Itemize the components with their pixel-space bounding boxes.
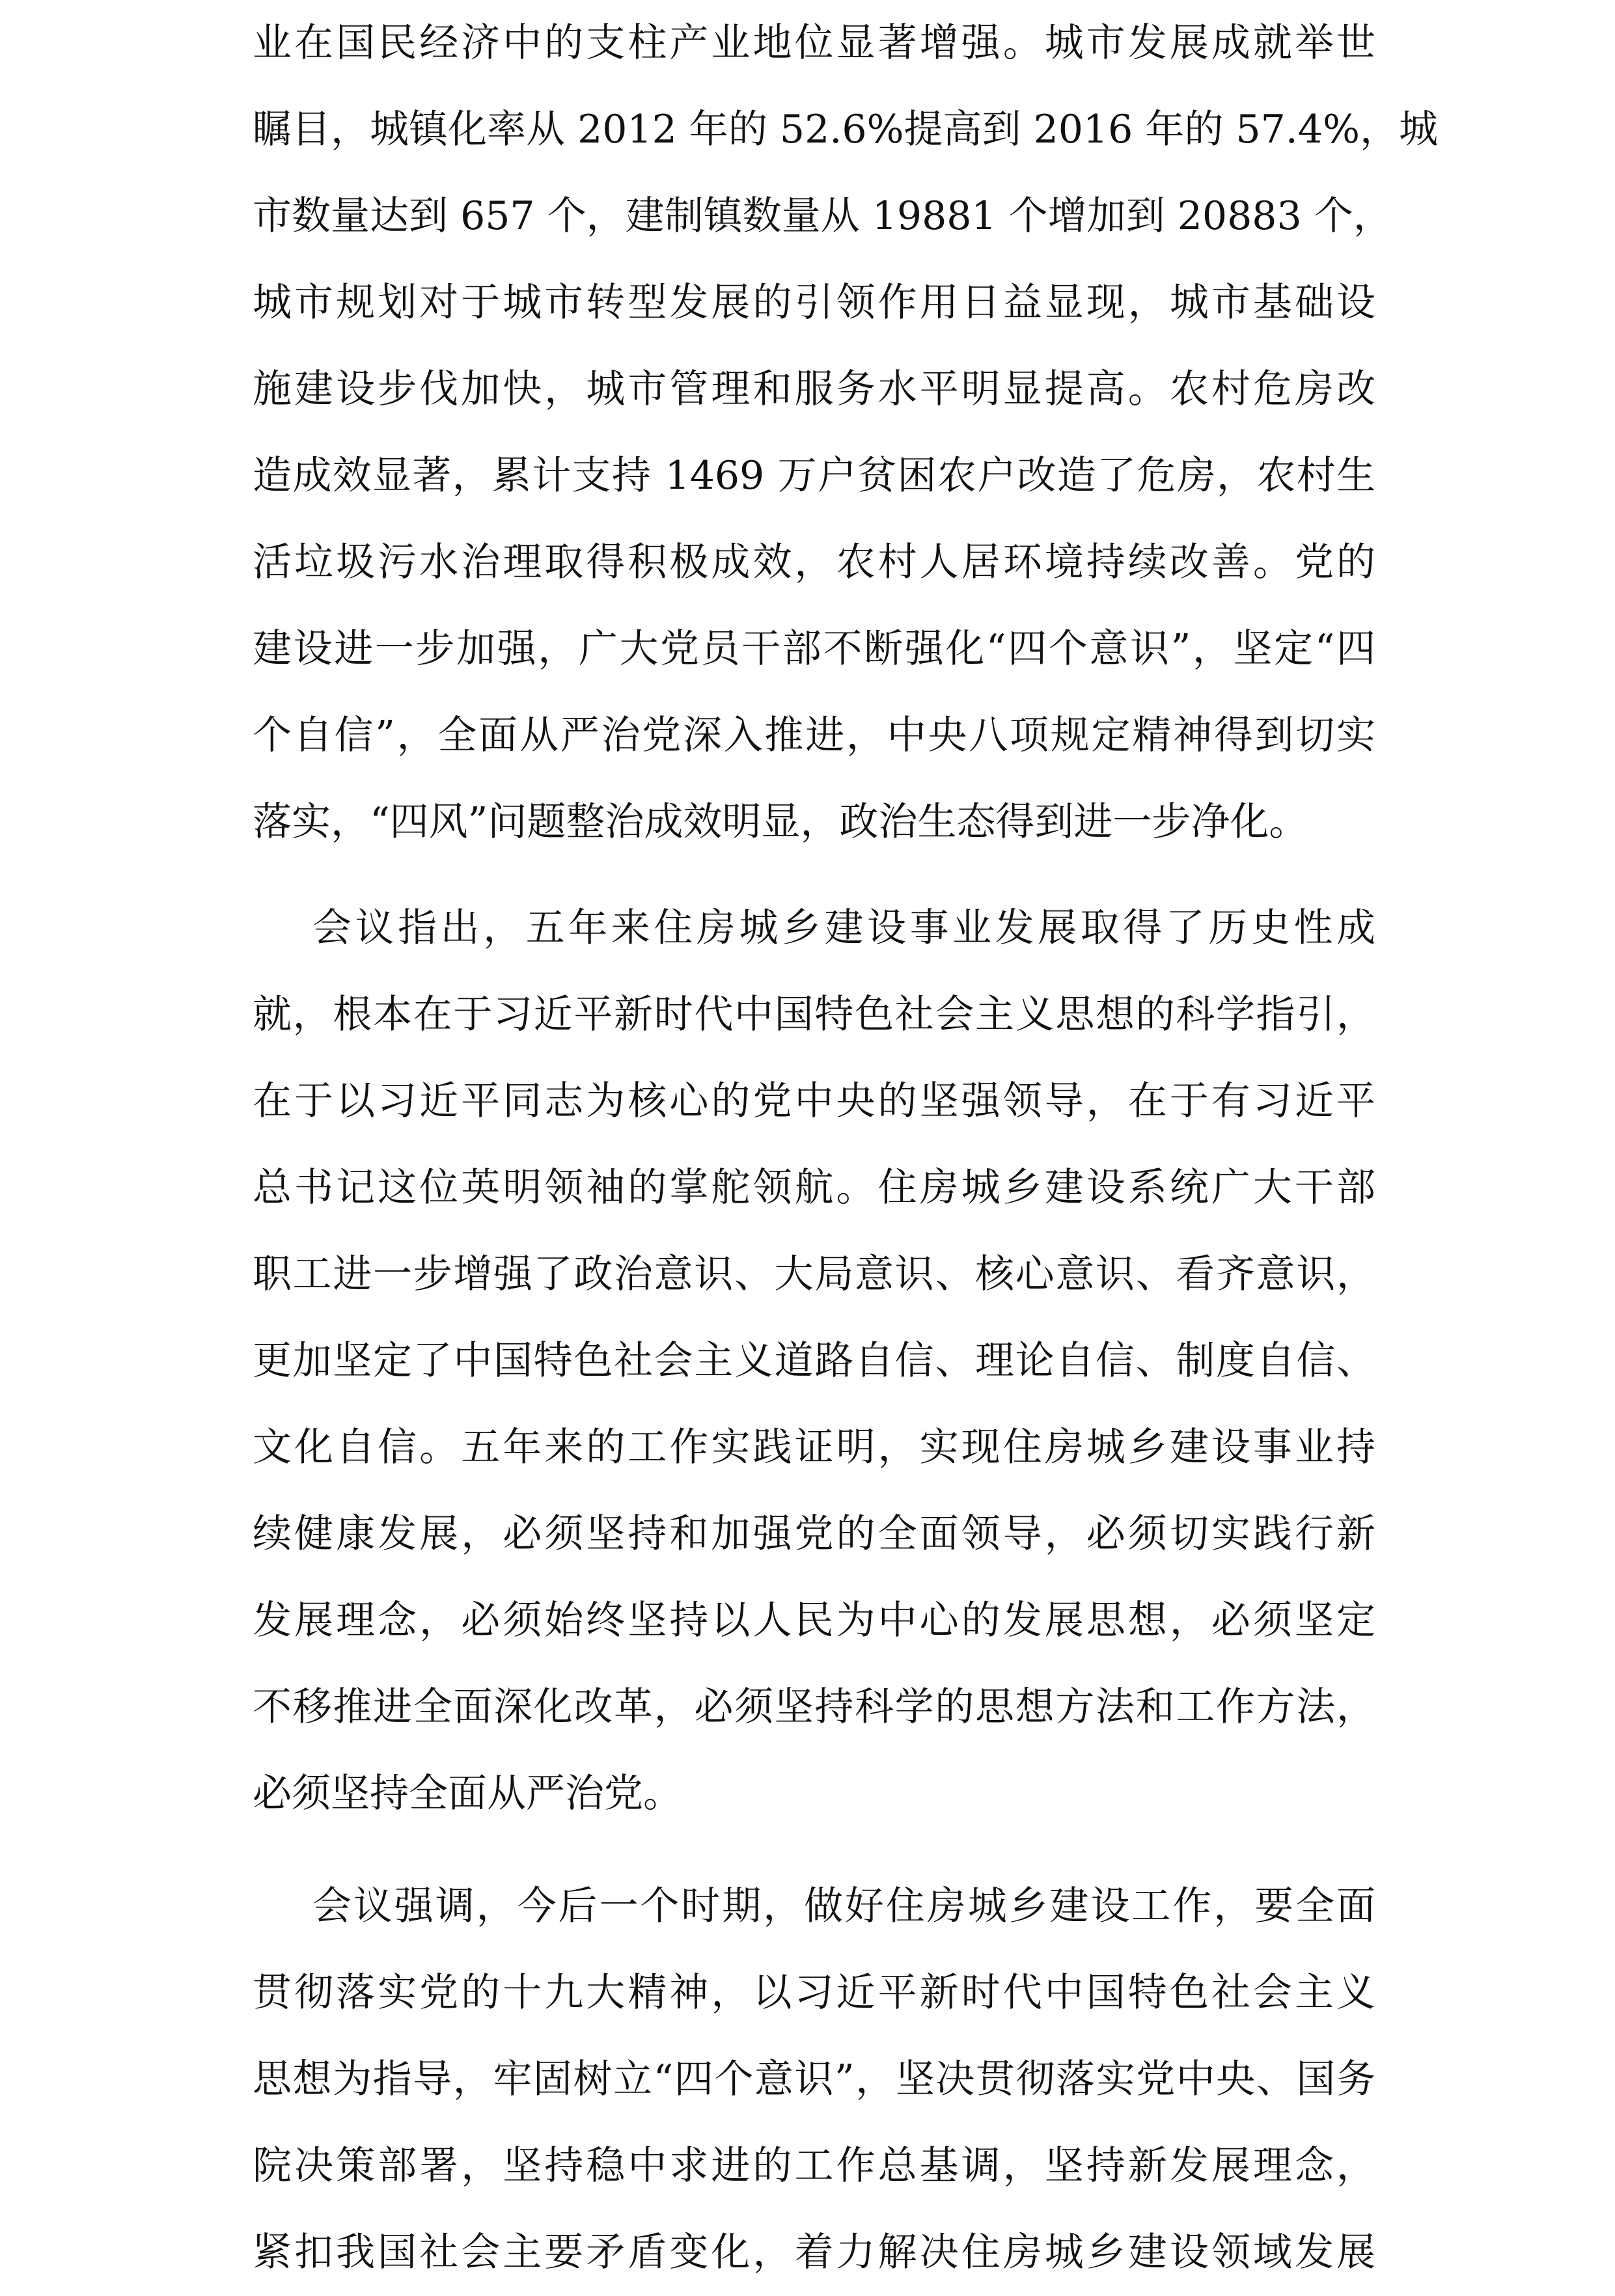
text-line: 思想为指导，牢固树立“四个意识”，坚决贯彻落实党中央、国务: [253, 2057, 1375, 2102]
text-line: 会议强调，今后一个时期，做好住房城乡建设工作，要全面: [312, 1883, 1375, 1929]
text-line: 业在国民经济中的支柱产业地位显著增强。城市发展成就举世: [253, 20, 1375, 66]
text-line: 个自信”，全面从严治党深入推进，中央八项规定精神得到切实: [253, 713, 1375, 758]
text-line: 落实，“四风”问题整治成效明显，政治生态得到进一步净化。: [253, 799, 1308, 845]
text-line: 发展理念，必须始终坚持以人民为中心的发展思想，必须坚定: [253, 1598, 1375, 1643]
text-line: 职工进一步增强了政治意识、大局意识、核心意识、看齐意识，: [253, 1251, 1375, 1297]
text-line: 紧扣我国社会主要矛盾变化，着力解决住房城乡建设领域发展: [253, 2230, 1375, 2275]
text-line: 文化自信。五年来的工作实践证明，实现住房城乡建设事业持: [253, 1425, 1375, 1470]
text-line: 会议指出，五年来住房城乡建设事业发展取得了历史性成: [312, 905, 1375, 951]
text-line: 不移推进全面深化改革，必须坚持科学的思想方法和工作方法，: [253, 1684, 1375, 1730]
text-line: 造成效显著，累计支持 1469 万户贫困农户改造了危房，农村生: [253, 453, 1375, 499]
text-line: 活垃圾污水治理取得积极成效，农村人居环境持续改善。党的: [253, 540, 1375, 585]
paragraph-meeting-pointed-out: [253, 885, 1375, 1837]
text-line: 瞩目，城镇化率从 2012 年的 52.6%提高到 2016 年的 57.4%，城: [253, 107, 1439, 152]
text-line: 城市规划对于城市转型发展的引领作用日益显现，城市基础设: [253, 280, 1375, 325]
text-line: 续健康发展，必须坚持和加强党的全面领导，必须切实践行新: [253, 1511, 1375, 1557]
text-line: 就，根本在于习近平新时代中国特色社会主义思想的科学指引，: [253, 992, 1375, 1037]
text-line: 贯彻落实党的十九大精神，以习近平新时代中国特色社会主义: [253, 1970, 1375, 2016]
paragraph-achievements: [253, 0, 1439, 866]
text-line: 市数量达到 657 个，建制镇数量从 19881 个增加到 20883 个，: [253, 193, 1392, 239]
paragraph-meeting-emphasized: [253, 1863, 1375, 2296]
text-line: 更加坚定了中国特色社会主义道路自信、理论自信、制度自信、: [253, 1338, 1375, 1384]
text-line: 院决策部署，坚持稳中求进的工作总基调，坚持新发展理念，: [253, 2143, 1375, 2189]
text-line: 施建设步伐加快，城市管理和服务水平明显提高。农村危房改: [253, 366, 1375, 412]
text-line: 建设进一步加强，广大党员干部不断强化“四个意识”，坚定“四: [253, 626, 1375, 672]
text-line: 总书记这位英明领袖的掌舵领航。住房城乡建设系统广大干部: [253, 1165, 1375, 1210]
text-line: 必须坚持全面从严治党。: [253, 1771, 682, 1816]
text-line: 在于以习近平同志为核心的党中央的坚强领导，在于有习近平: [253, 1078, 1375, 1124]
